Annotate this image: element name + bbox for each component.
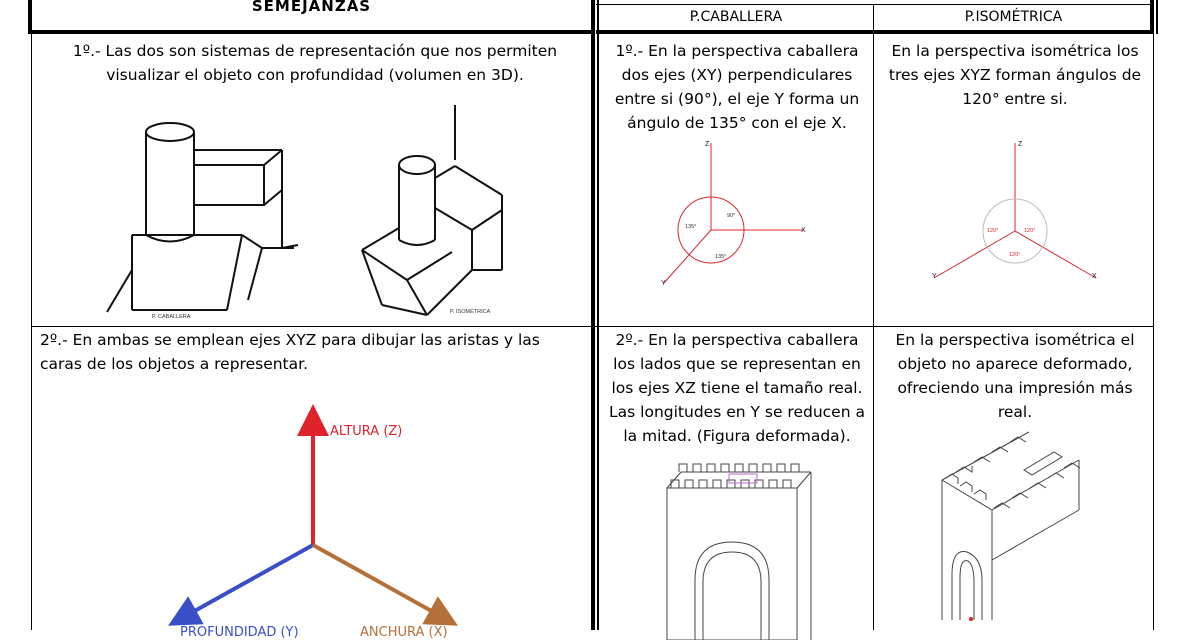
table-border-right-2 [1156,0,1158,34]
iso-120-label-1: 120° [987,228,999,234]
row1-isometrica-text: En la perspectiva isométrica los tres ejes XYZ forman ángulos de 120° entre si. [888,42,1142,108]
row2-semejanza-text: 2º.- En ambas se emplean ejes XYZ para dibujar las aristas y las caras de los objetos a representar. [40,331,540,373]
table-border-right-body [1153,34,1154,630]
cab-90-label: 90° [727,213,736,219]
row-divider [31,326,1154,327]
row2-caballera-text: 2º.- En la perspectiva caballera los lados que se representan en los ejes XZ tiene el tamaño real. Las longitudes en Y se reducen a la mitad. (Figura deformada). [609,331,865,445]
table-border-top-right [596,4,1152,5]
table-border-top-right-2 [596,30,1152,34]
row1-semejanza-text: 1º.- Las dos son sistemas de representación que nos permiten visualizar el objeto con profundidad (volumen en 3D). [72,42,558,84]
iso-y-label: Y [932,273,937,280]
header-isometrica: P.ISOMÉTRICA [964,9,1063,25]
iso-x-axis [1015,231,1096,278]
iso-120-label-3: 120° [1009,252,1021,258]
cab-y-label: Y [661,280,666,287]
row2-isometrica-text: En la perspectiva isométrica el objeto no aparece deformado, ofreciendo una impresión más real. [895,331,1135,421]
cab-x-label: X [801,227,806,234]
row1-caballera-text: 1º.- En la perspectiva caballera dos ejes (XY) perpendiculares entre si (90°), el eje Y forma un ángulo de 135° con el eje X. [614,42,860,132]
row1-solids-figure [32,100,592,320]
header-caballera: P.CABALLERA [689,9,783,25]
iso-x-label: X [1092,273,1097,280]
isometrica-caption: P. ISOMÉTRICA [450,309,491,315]
isometrica-axes-diagram [874,133,1153,323]
caballera-solid-drawing [107,123,298,312]
cab-y-axis [664,230,711,283]
cab-135b-label: 135° [715,254,727,260]
caballera-axes-diagram [599,133,873,323]
iso-z-label: Z [1018,141,1023,148]
cab-135a-label: 135° [685,224,697,230]
x-axis-arrow [313,545,444,618]
iso-y-axis [934,231,1015,278]
y-axis-label: PROFUNDIDAD (Y) [180,625,299,640]
caballera-castle-drawing [599,460,873,640]
x-axis-label: ANCHURA (X) [360,625,448,640]
cab-z-label: Z [705,141,710,148]
y-axis-arrow [182,545,313,618]
iso-120-label-2: 120° [1024,228,1036,234]
header-semejanzas: SEMEJANZAS [251,0,372,15]
caballera-caption: P. CABALLERA [152,314,191,320]
table-border-top [28,30,594,34]
isometrica-solid-drawing [362,105,502,315]
isometrica-castle-drawing [874,440,1153,620]
z-axis-label: ALTURA (Z) [330,424,403,439]
xyz-axes-diagram [32,400,591,640]
